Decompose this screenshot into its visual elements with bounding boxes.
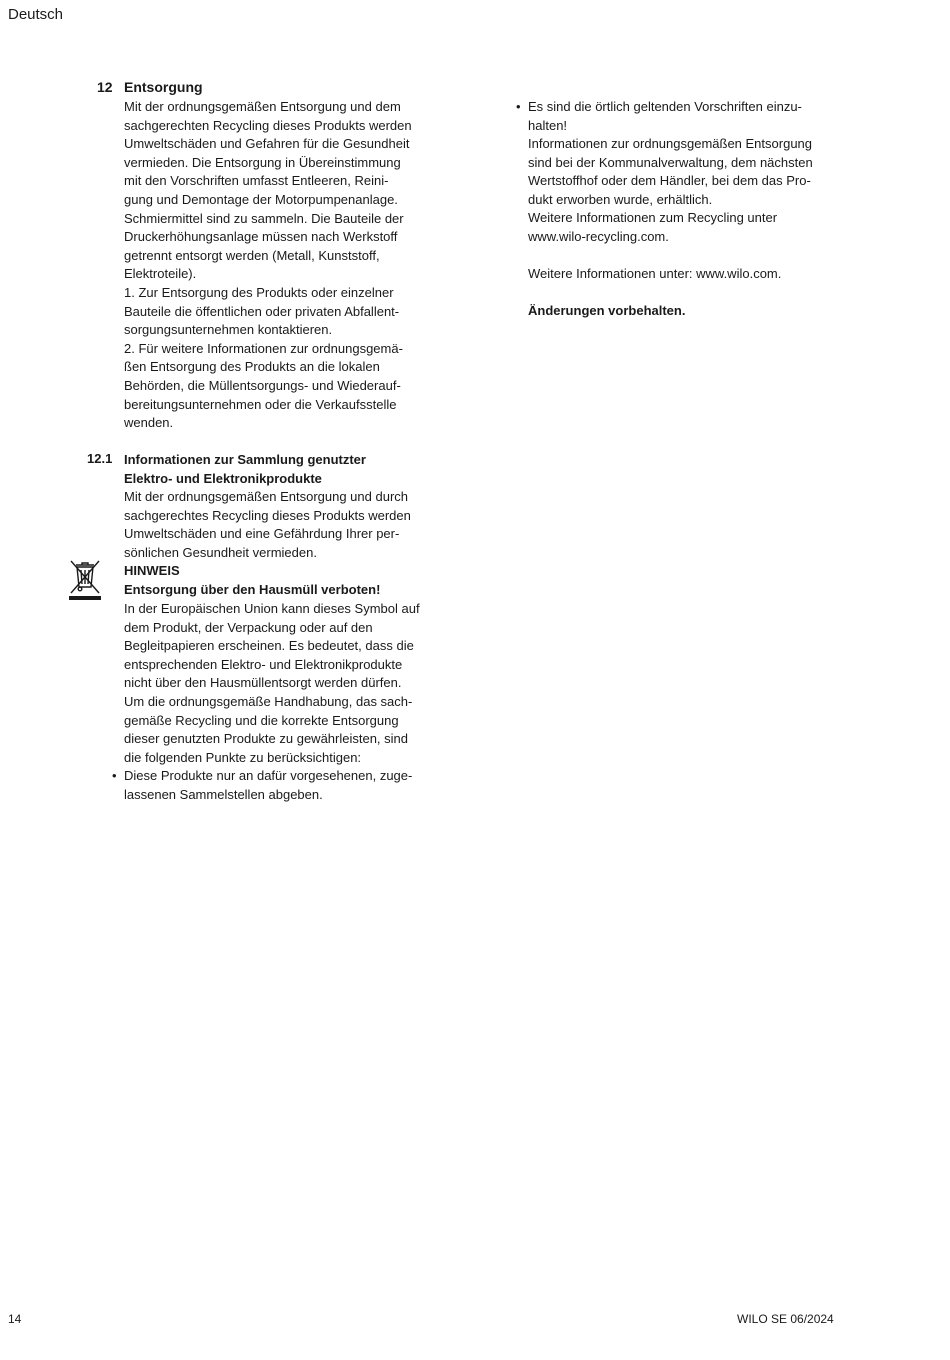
bullet-marker: • [516,99,521,114]
subsection-title: Informationen zur Sammlung genutzter Elektro- und Elektronikprodukte [124,452,366,486]
list-item: Diese Produkte nur an dafür vorgesehenen, zuge- lassenen Sammelstellen abgeben. [124,768,413,802]
page-number: 14 [8,1312,22,1326]
section-body: Mit der ordnungsgemäßen Entsorgung und dem sachgerechten Recycling dieses Produkts werden Umweltschäden und Gefahren für die Gesundheit vermieden. Die Entsorgung in Übereinstimmung mit den Vorschriften umfasst Entleeren, Reini- gung und Demontage der Motorpumpenanlage. Schmiermittel sind zu sammeln. Die Bauteile der Druckerhöhungsanlage müssen nach Werkstoff getrennt entsorgt werden (Metall, Kunststoff, Elektroteile). 1. Zur Entsorgung des Produkts oder einzelner Bauteile die öffentlichen oder privaten Abfallent- sorgungsunternehmen kontaktieren. 2. Für weitere Informationen zur ordnungsgemä- ßen Entsorgung des Produkts an die lokalen Behörden, die Müllentsorgungs- und Wiederauf- bereitungsunternehmen oder die Verkaufsstelle wenden. [124,99,412,431]
disclaimer: Änderungen vorbehalten. [528,303,686,318]
subsection-number: 12.1 [87,451,113,466]
crossed-out-wheelie-bin-icon [68,559,102,601]
bullet-marker: • [112,768,117,783]
footer-publisher: WILO SE 06/2024 [737,1312,834,1326]
more-info: Weitere Informationen unter: www.wilo.com. [528,266,782,281]
section-number: 12 [97,79,113,95]
recycling-info: Informationen zur ordnungsgemäßen Entsorgung sind bei der Kommunalverwaltung, dem nächsten Wertstoffhof oder dem Händler, bei dem das Pro- dukt erworben wurde, erhältlich. Weitere Informationen zum Recycling unter www.wilo-recycling.com. [528,136,813,244]
list-item: Es sind die örtlich geltenden Vorschriften einzu- halten! [528,99,802,133]
notice-title: Entsorgung über den Hausmüll verboten! [124,582,381,597]
document-language: Deutsch [8,6,64,23]
subsection-body: Mit der ordnungsgemäßen Entsorgung und durch sachgerechtes Recycling dieses Produkts werden Umweltschäden und eine Gefährdung Ihrer per- sönlichen Gesundheit vermieden. [124,489,411,560]
notice-label: HINWEIS [124,563,180,578]
notice-body: In der Europäischen Union kann dieses Symbol auf dem Produkt, der Verpackung oder auf den Begleitpapieren erscheinen. Es bedeutet, dass die entsprechenden Elektro- und Elektronikprodukte nicht über den Hausmüllentsorgt werden dürfen. Um die ordnungsgemäße Handhabung, das sach- gemäße Recycling und die korrekte Entsorgung dieser genutzten Produkte zu gewährleisten, sind die folgenden Punkte zu berücksichtigen: [124,601,420,765]
section-title: Entsorgung [124,79,203,95]
